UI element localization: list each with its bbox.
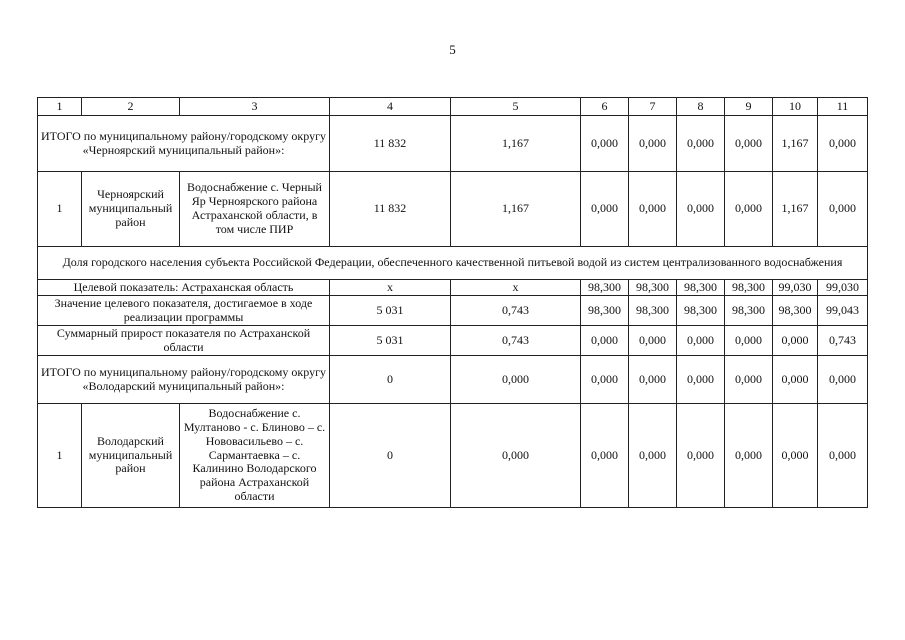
table-cell: 0,000 — [629, 172, 677, 247]
table-cell: 0,000 — [773, 356, 818, 404]
col-number-6: 6 — [581, 98, 629, 116]
table-cell: x — [330, 280, 451, 296]
table-row — [38, 296, 868, 326]
row-label: ИТОГО по муниципальному району/городскому округу «Черноярский муниципальный район»: — [38, 116, 330, 172]
table-cell: 0,000 — [677, 116, 725, 172]
table-cell: 1,167 — [773, 116, 818, 172]
table-cell: 0,743 — [818, 326, 868, 356]
table-cell: 0,743 — [451, 296, 581, 326]
row-label: Значение целевого показателя, достигаемое в ходе реализации программы — [38, 296, 330, 326]
table-cell: 98,300 — [629, 280, 677, 296]
table-cell: 1,167 — [773, 172, 818, 247]
table-cell: x — [451, 280, 581, 296]
table-cell: 11 832 — [330, 116, 451, 172]
col-number-5: 5 — [451, 98, 581, 116]
table-cell: 0,000 — [818, 356, 868, 404]
row-number: 1 — [38, 172, 82, 247]
table-cell: 0,000 — [677, 356, 725, 404]
table-cell: 0 — [330, 404, 451, 508]
table-cell: 0,000 — [725, 326, 773, 356]
table-cell: 0,000 — [725, 356, 773, 404]
col-number-7: 7 — [629, 98, 677, 116]
table-cell: 1,167 — [451, 116, 581, 172]
table-cell: 0,000 — [725, 116, 773, 172]
table-cell: 0,000 — [818, 404, 868, 508]
col-number-8: 8 — [677, 98, 725, 116]
table-cell: 99,030 — [773, 280, 818, 296]
district-name: Черноярский муниципальный район — [82, 172, 180, 247]
col-number-11: 11 — [818, 98, 868, 116]
table-cell: 0,000 — [677, 172, 725, 247]
table-cell: 98,300 — [725, 296, 773, 326]
table-cell: 98,300 — [725, 280, 773, 296]
row-label: Суммарный прирост показателя по Астраханской области — [38, 326, 330, 356]
table-row — [38, 404, 868, 508]
table-cell: 98,300 — [581, 296, 629, 326]
table-cell: 0,000 — [581, 356, 629, 404]
table-cell: 0,000 — [629, 116, 677, 172]
table-cell: 0,000 — [629, 326, 677, 356]
col-number-9: 9 — [725, 98, 773, 116]
table-cell: 0,000 — [818, 116, 868, 172]
table-cell: 98,300 — [773, 296, 818, 326]
col-number-10: 10 — [773, 98, 818, 116]
district-name: Володарский муниципальный район — [82, 404, 180, 508]
table-cell: 0,743 — [451, 326, 581, 356]
table-cell: 0,000 — [725, 404, 773, 508]
col-number-2: 2 — [82, 98, 180, 116]
table-row — [38, 326, 868, 356]
table-cell: 5 031 — [330, 296, 451, 326]
section-header: Доля городского населения субъекта Российской Федерации, обеспеченного качественной питьевой водой из систем централизованного водоснабжения — [38, 247, 868, 280]
table-cell: 0,000 — [581, 116, 629, 172]
table-cell: 98,300 — [677, 280, 725, 296]
table-cell: 0,000 — [725, 172, 773, 247]
table-cell: 98,300 — [677, 296, 725, 326]
table-cell: 0,000 — [677, 404, 725, 508]
table-cell: 0,000 — [818, 172, 868, 247]
table-row — [38, 172, 868, 247]
table-cell: 0 — [330, 356, 451, 404]
row-label: ИТОГО по муниципальному району/городскому округу «Володарский муниципальный район»: — [38, 356, 330, 404]
col-number-3: 3 — [180, 98, 330, 116]
row-label: Целевой показатель: Астраханская область — [38, 280, 330, 296]
table-cell: 1,167 — [451, 172, 581, 247]
table-cell: 11 832 — [330, 172, 451, 247]
table-cell: 0,000 — [581, 404, 629, 508]
table-cell: 98,300 — [629, 296, 677, 326]
header-row — [38, 98, 868, 116]
col-number-1: 1 — [38, 98, 82, 116]
table-cell: 0,000 — [581, 172, 629, 247]
table-cell: 0,000 — [451, 356, 581, 404]
table-cell: 0,000 — [629, 356, 677, 404]
table-cell: 0,000 — [773, 404, 818, 508]
table-cell: 0,000 — [773, 326, 818, 356]
table-row — [38, 280, 868, 296]
section-header-row — [38, 247, 868, 280]
row-number: 1 — [38, 404, 82, 508]
table-cell: 0,000 — [629, 404, 677, 508]
program-table — [37, 97, 868, 508]
table-cell: 0,000 — [451, 404, 581, 508]
table-cell: 0,000 — [677, 326, 725, 356]
object-name: Водоснабжение с. Мултаново - с. Блиново – с. Нововасильево – с. Сармантаевка – с. Калинино Володарского района Астраханской области — [180, 404, 330, 508]
table-row — [38, 116, 868, 172]
table-cell: 99,043 — [818, 296, 868, 326]
table-cell: 0,000 — [581, 326, 629, 356]
table-cell: 5 031 — [330, 326, 451, 356]
page-number: 5 — [449, 42, 456, 57]
table-cell: 99,030 — [818, 280, 868, 296]
col-number-4: 4 — [330, 98, 451, 116]
table-row — [38, 356, 868, 404]
object-name: Водоснабжение с. Черный Яр Черноярского района Астраханской области, в том числе ПИР — [180, 172, 330, 247]
table-cell: 98,300 — [581, 280, 629, 296]
